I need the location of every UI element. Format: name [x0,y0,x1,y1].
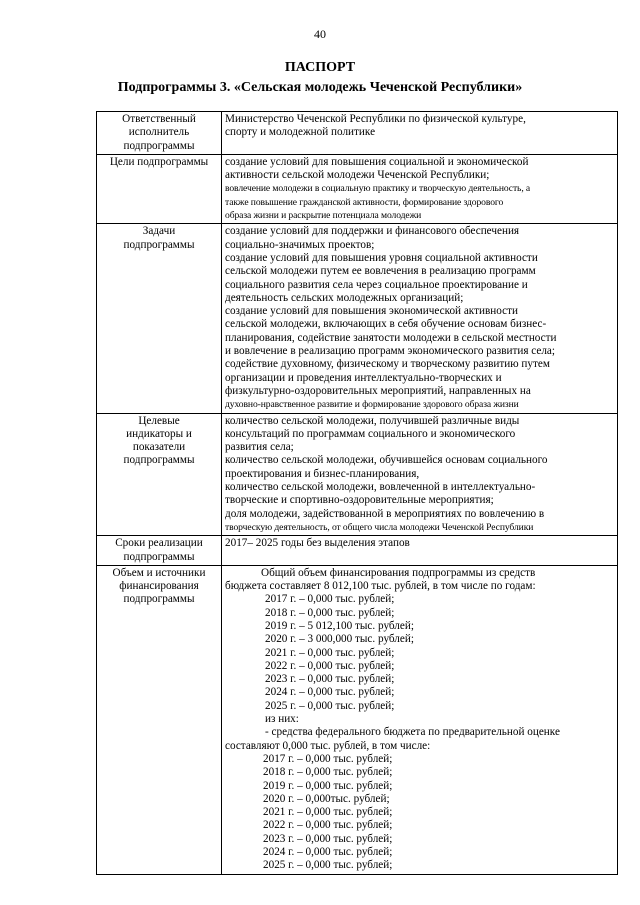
federal-year: 2020 г. – 0,000тыс. рублей; [263,792,390,805]
content-line: вовлечение молодежи в социальную практику и творческую деятельность, а [225,183,531,195]
label-line: подпрограммы [123,139,195,152]
content-line: количество сельской молодежи, получившей различные виды [225,414,520,427]
row-content [222,565,618,874]
table-row-tasks [97,224,618,413]
federal-intro-cont: составляют 0,000 тыс. рублей, в том числе: [225,739,431,752]
content-line: сельской молодежи, включающих в себя обучение основам бизнес- [225,318,547,331]
label-line: подпрограммы [123,454,195,467]
federal-year: 2024 г. – 0,000 тыс. рублей; [263,846,393,859]
content-line: доля молодежи, задействованной в мероприятиях по вовлечению в [225,507,545,520]
content-line: творческие и спортивно-оздоровительные мероприятия; [225,494,494,507]
federal-year: 2018 г. – 0,000 тыс. рублей; [263,766,393,779]
label-line: Задачи [142,225,176,238]
federal-year: 2021 г. – 0,000 тыс. рублей; [263,806,393,819]
content-line: активности сельской молодежи Чеченской Республики; [225,169,490,182]
federal-year: 2025 г. – 0,000 тыс. рублей; [263,859,393,872]
content-line: духовно-нравственное развитие и формирование здорового образа жизни [225,399,519,411]
federal-year: 2023 г. – 0,000 тыс. рублей; [263,832,393,845]
document-subtitle: Подпрограммы 3. «Сельская молодежь Чеченской Республики» [117,80,523,95]
content-line: творческую деятельность, от общего числа молодежи Чеченской Республики [225,521,534,533]
passport-table [96,111,618,875]
label-line: подпрограммы [123,238,195,251]
content-line: деятельность сельских молодежных организаций; [225,291,464,304]
label-line: Цели подпрограммы [109,155,209,168]
funding-year: 2024 г. – 0,000 тыс. рублей; [265,686,395,699]
row-label [97,154,222,223]
content-line: развития села; [225,441,294,454]
funding-year: 2023 г. – 0,000 тыс. рублей; [265,673,395,686]
content-line: социального развития села через социальное проектирование и [225,278,528,291]
label-line: финансирования [119,580,199,593]
row-content [222,536,618,566]
label-line: Целевые [138,414,180,427]
row-content [222,154,618,223]
content-line: социально-значимых проектов; [225,238,375,251]
document-title: ПАСПОРТ [284,60,356,75]
label-line: подпрограммы [123,550,195,563]
content-line: и вовлечение в реализацию программ экономического развития села; [225,345,556,358]
row-label [97,112,222,155]
federal-intro: - средства федерального бюджета по предварительной оценке [265,726,560,739]
content-line: Министерство Чеченской Республики по физической культуре, [225,113,526,125]
label-line: Сроки реализации [115,537,203,550]
label-line: подпрограммы [123,593,195,606]
funding-year: 2017 г. – 0,000 тыс. рублей; [265,593,395,606]
federal-year: 2022 г. – 0,000 тыс. рублей; [263,819,393,832]
content-line: спорту и молодежной политике [225,126,376,139]
table-row-indicators [97,413,618,536]
content-line: создание условий для повышения уровня социальной активности [225,251,538,264]
row-content [222,112,618,155]
row-content [222,224,618,413]
page-number: 40 [314,27,326,41]
funding-intro: Общий объем финансирования подпрограммы из средств [261,566,536,579]
label-line: индикаторы и [126,427,192,440]
content-line: сельской молодежи путем ее вовлечения в реализацию программ [225,265,536,278]
table-row-timeline [97,536,618,566]
content-line: создание условий для поддержки и финансового обеспечения [225,225,520,238]
table-row-funding [97,565,618,874]
funding-year: 2019 г. – 5 012,100 тыс. рублей; [265,619,414,632]
row-label [97,565,222,874]
content-line: планирования, содействие занятости молодежи в сельской местности [225,331,557,344]
federal-year: 2019 г. – 0,000 тыс. рублей; [263,779,393,792]
row-label [97,224,222,413]
content-line: образа жизни и раскрытие потенциала молодежи [225,210,422,222]
content-line: содействие духовному, физическому и творческому развитию путем [225,358,550,371]
content-line: проектирования и бизнес-планирования, [225,467,420,480]
funding-year: 2021 г. – 0,000 тыс. рублей; [265,646,395,659]
row-content [222,413,618,536]
row-label [97,536,222,566]
label-line: Объем и источники [112,566,206,579]
funding-year: 2018 г. – 0,000 тыс. рублей; [265,606,395,619]
content-line: количество сельской молодежи, вовлеченной в интеллектуально- [225,481,536,494]
funding-year: 2020 г. – 3 000,000 тыс. рублей; [265,633,414,646]
content-line: организации и проведения интеллектуально-творческих и [225,371,502,384]
content-line: 2017– 2025 годы без выделения этапов [225,537,410,550]
label-line: показатели [132,441,186,454]
federal-year: 2017 г. – 0,000 тыс. рублей; [263,752,393,765]
content-line: создание условий для повышения экономической активности [225,305,518,318]
label-line: Ответственный [122,113,196,125]
funding-intro-cont: бюджета составляет 8 012,100 тыс. рублей, в том числе по годам: [225,580,536,593]
content-line: также повышение гражданской активности, формирование здорового [225,196,504,208]
content-line: физкультурно-оздоровительных мероприятий, направленных на [225,384,531,397]
row-label [97,413,222,536]
table-row-responsible [97,112,618,155]
funding-year: 2025 г. – 0,000 тыс. рублей; [265,699,395,712]
table-row-goals [97,154,618,223]
funding-year: 2022 г. – 0,000 тыс. рублей; [265,659,395,672]
label-line: исполнитель [128,126,190,139]
funding-of-which: из них: [265,713,299,726]
content-line: количество сельской молодежи, обучившейся основам социального [225,454,548,467]
content-line: создание условий для повышения социальной и экономической [225,155,529,168]
content-line: консультаций по программам социального и экономического [225,427,516,440]
